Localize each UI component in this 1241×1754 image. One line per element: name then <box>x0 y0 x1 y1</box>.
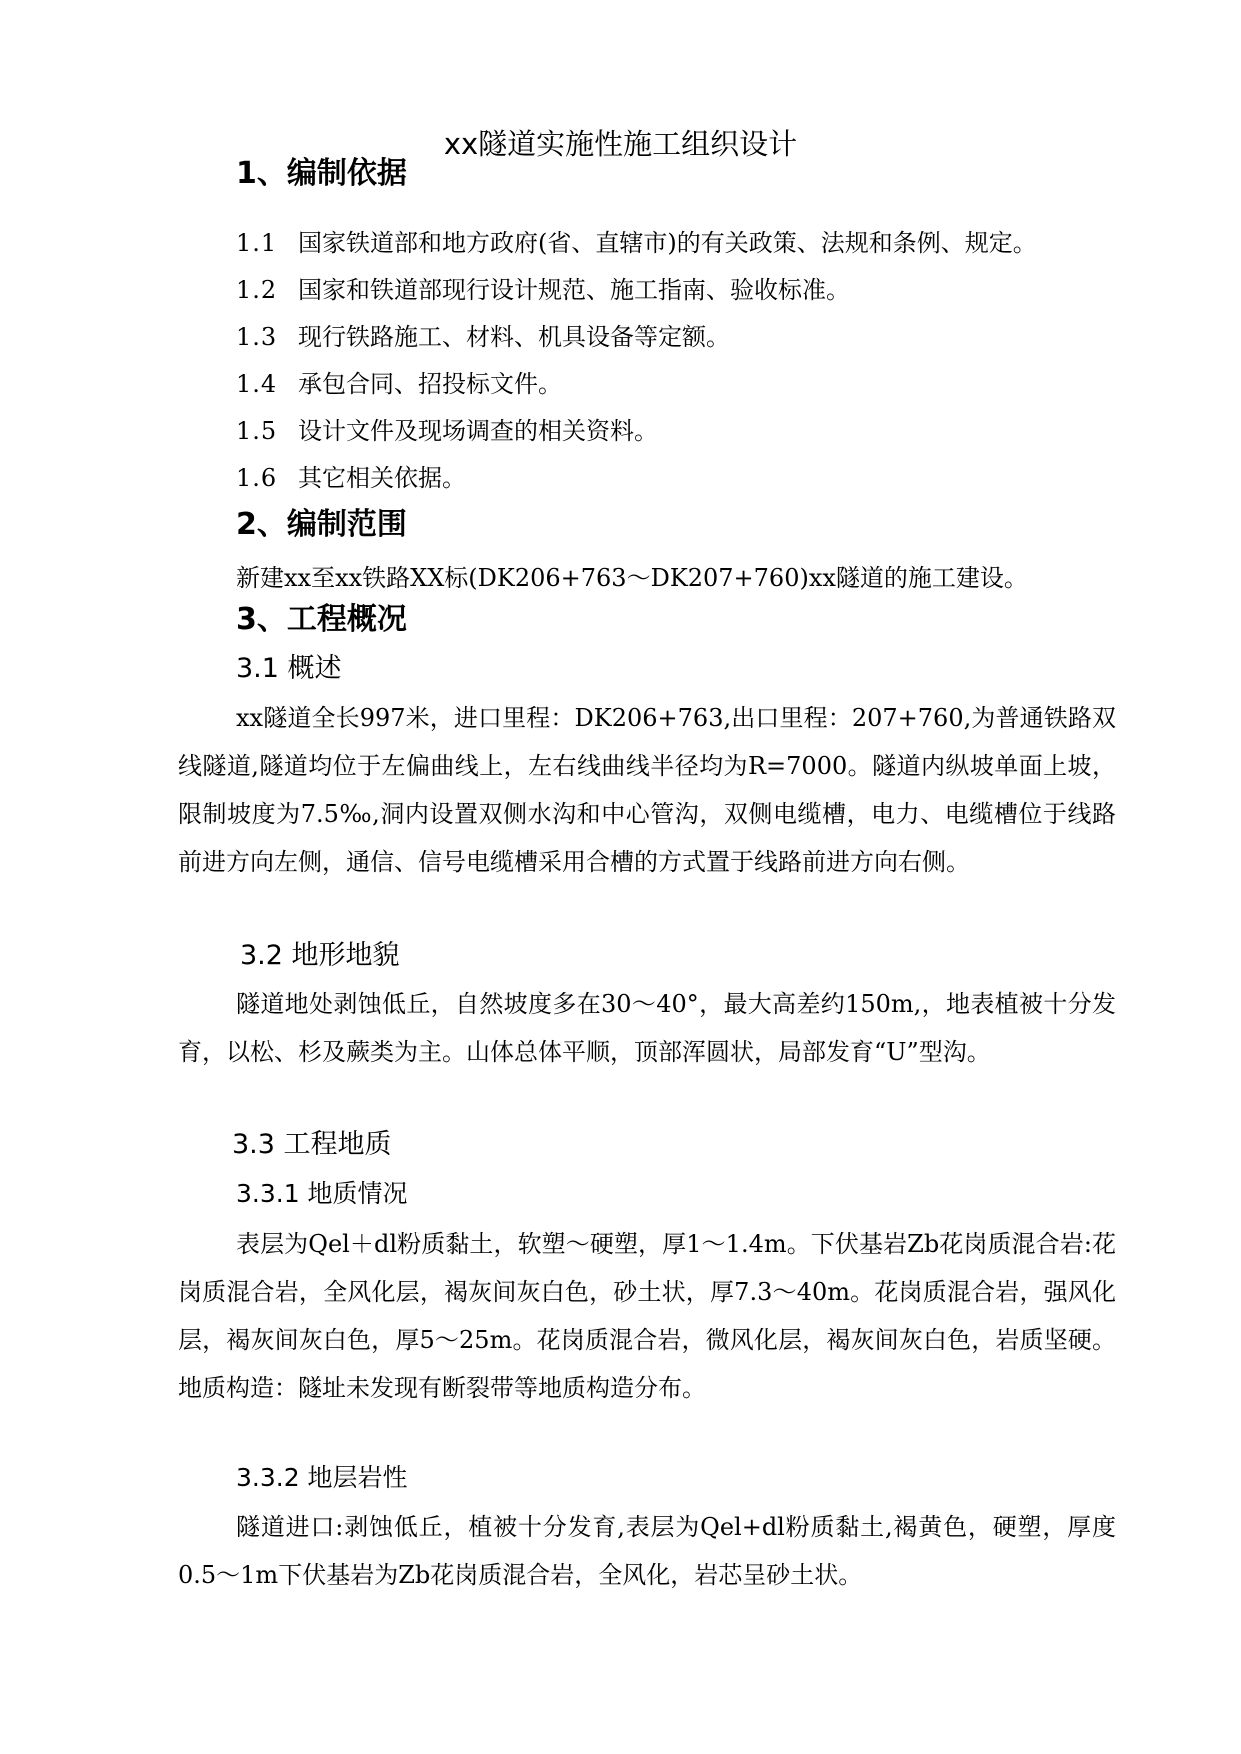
item-text: 国家和铁道部现行设计规范、施工指南、验收标准。 <box>298 276 850 304</box>
subsection-3-3-2-heading: 3.3.2 地层岩性 <box>236 1463 408 1492</box>
subsection-3-3-1-heading: 3.3.1 地质情况 <box>236 1179 408 1208</box>
subsection-3-1-heading: 3.1 概述 <box>236 653 342 684</box>
section-2-heading: 2、编制范围 <box>236 507 407 542</box>
section-1-heading: 1、编制依据 <box>236 156 407 191</box>
item-text: 国家铁道部和地方政府(省、直辖市)的有关政策、法规和条例、规定。 <box>298 229 1037 257</box>
item-number: 1.5 <box>236 417 278 445</box>
document-title: xx隧道实施性施工组织设计 <box>443 127 798 161</box>
item-number: 1.1 <box>236 229 278 257</box>
subsection-3-2-heading: 3.2 地形地貌 <box>240 940 400 971</box>
item-text: 现行铁路施工、材料、机具设备等定额。 <box>298 323 730 351</box>
list-item <box>236 320 730 354</box>
list-item <box>236 461 466 495</box>
list-item <box>236 273 850 307</box>
subsection-3-3-2-text: 隧道进口:剥蚀低丘，植被十分发育,表层为Qel+dl粉质黏土,褐黄色，硬塑，厚度0.5～1m下伏基岩为Zb花岗质混合岩，全风化，岩芯呈砂土状。 <box>178 1513 1116 1589</box>
item-text: 承包合同、招投标文件。 <box>298 370 562 398</box>
section-2-text: 新建xx至xx铁路XX标(DK206+763～DK207+760)xx隧道的施工建设。 <box>236 564 1028 592</box>
subsection-3-3-heading: 3.3 工程地质 <box>232 1129 392 1160</box>
item-text: 其它相关依据。 <box>298 464 466 492</box>
list-item <box>236 367 562 401</box>
item-number: 1.6 <box>236 464 278 492</box>
item-number: 1.4 <box>236 370 278 398</box>
subsection-3-1-text: xx隧道全长997米，进口里程：DK206+763,出口里程：207+760,为普通铁路双线隧道,隧道均位于左偏曲线上，左右线曲线半径均为R=7000。隧道内纵坡单面上坡，限制坡度为7.5‰,洞内设置双侧水沟和中心管沟，双侧电缆槽，电力、电缆槽位于线路前进方向左侧，通信、信号电缆槽采用合槽的方式置于线路前进方向右侧。 <box>178 704 1116 876</box>
item-number: 1.2 <box>236 276 278 304</box>
list-item <box>236 226 1037 260</box>
list-item <box>236 414 658 448</box>
section-3-heading: 3、工程概况 <box>236 602 407 637</box>
subsection-3-3-1-text: 表层为Qel＋dl粉质黏土，软塑～硬塑，厚1～1.4m。下伏基岩Zb花岗质混合岩:花岗质混合岩，全风化层，褐灰间灰白色，砂土状，厚7.3～40m。花岗质混合岩，强风化层，褐灰间灰白色，厚5～25m。花岗质混合岩，微风化层，褐灰间灰白色，岩质坚硬。地质构造：隧址未发现有断裂带等地质构造分布。 <box>178 1230 1116 1402</box>
item-text: 设计文件及现场调查的相关资料。 <box>298 417 658 445</box>
subsection-3-2-text: 隧道地处剥蚀低丘，自然坡度多在30～40°，最大高差约150m,，地表植被十分发育，以松、杉及蕨类为主。山体总体平顺，顶部浑圆状，局部发育“U”型沟。 <box>178 990 1116 1066</box>
item-number: 1.3 <box>236 323 278 351</box>
